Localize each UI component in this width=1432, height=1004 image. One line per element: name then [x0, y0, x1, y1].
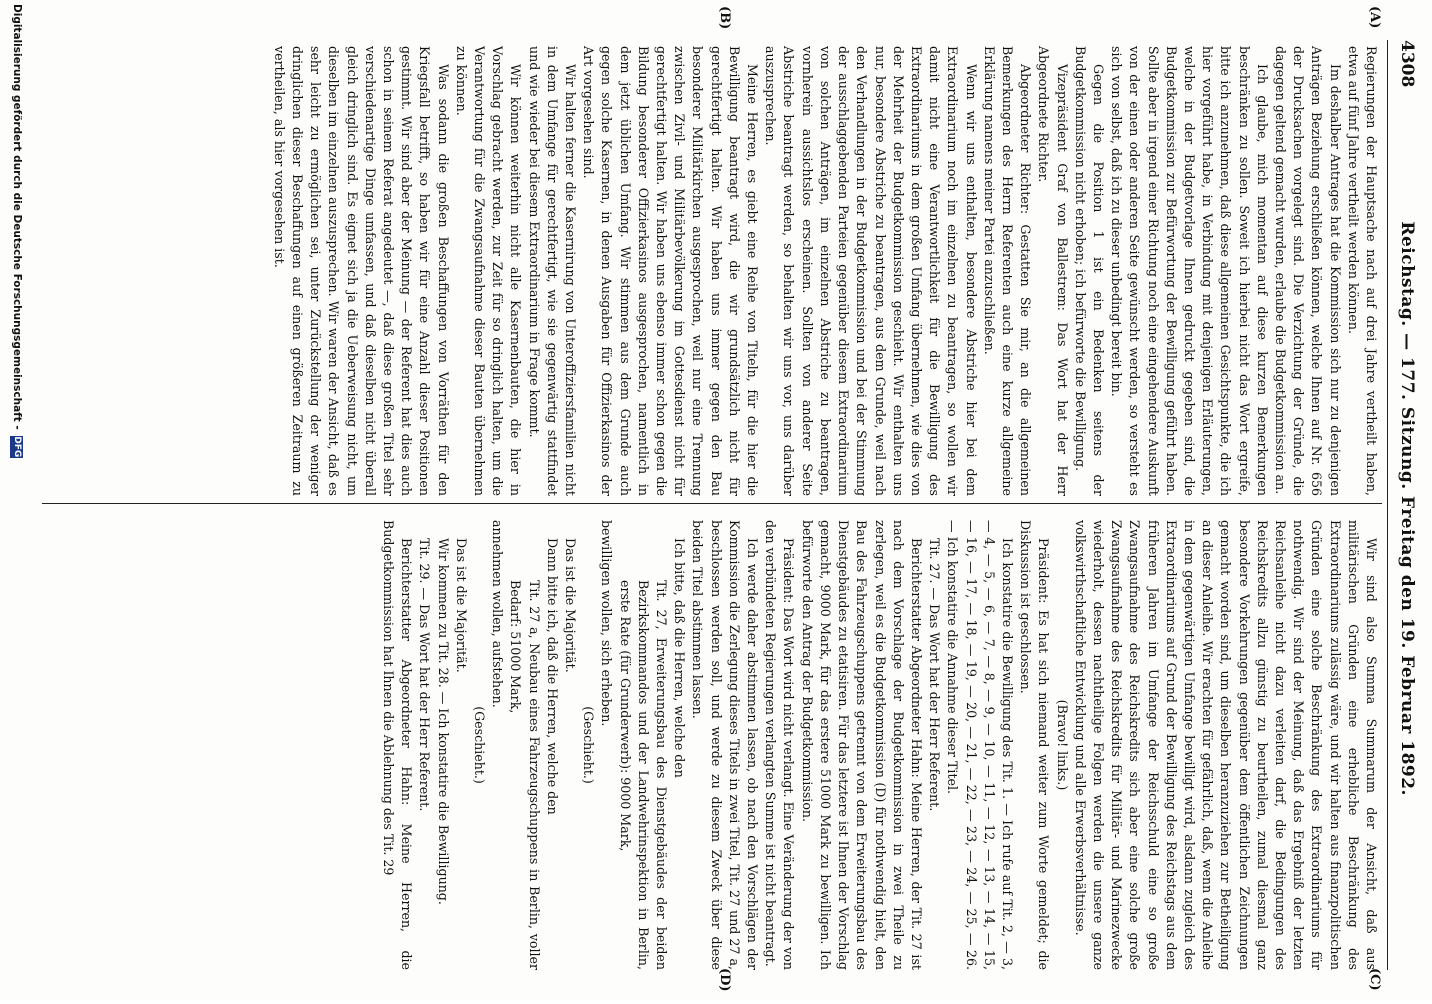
- paragraph: Vizepräsident Graf von Ballestrem: Das Wort hat der Herr Abgeordnete Richter.: [1036, 46, 1070, 496]
- paragraph: bewilligen wollen, sich erheben.: [599, 520, 615, 727]
- paragraph: Das ist die Majorität.: [453, 538, 469, 673]
- paragraph: Wenn wir uns enthalten, besondere Abstriche hier bei dem Extraordinarium noch im einzelnen zu beantragen, so wollen wir damit nicht eine Verantwortlichkeit für die Bewilligung des Extraordinariums in dem großen Umfang übernehmen, wie dies von der Mehrheit der Budgetkommission geschieht. Wir enthalten uns nur, besondere Abstriche zu beantragen, aus dem Grunde, weil nach den Verhandlungen in der Budgetkommission und bei der Stimmung der ausschlaggebenden Parteien gegenüber diesem Extraordinarium von solchen Anträgen, im einzelnen Abstriche zu beantragen, vornherein aussichtslos erscheinen. Sollten von anderer Seite Abstriche beantragt werden, so behalten wir uns vor, uns darüber auszusprechen.: [763, 46, 979, 496]
- footer-text: Digitalisierung gefördert durch die Deutsche Forschungsgemeinschaft -: [11, 4, 23, 430]
- interjection: (Geschieht.): [581, 706, 597, 784]
- paragraph: Berichterstatter Abgeordneter Hahn: Meine Herren, die Budgetkommission hat Ihnen die Ablehnung des Tit. 29: [381, 520, 415, 970]
- paragraph: Meine Herren, es giebt eine Reihe von Titeln, für die hier die Bewilligung beantragt wird, die wir grundsätzlich nicht für gerechtfertigt halten. Wir haben uns immer gegen den Bau besonderer Militärkirchen ausgesprochen, weil nur eine Trennung zwischen Zivil- und Militärbevölkerung im Gottesdienst nicht für gerechtfertigt halten. Wir haben uns ebenso immer schon gegen die Bildung besonderer Offizierkasinos ausgesprochen, namentlich in dem jetzt üblichen Umfang. Wir stimmen aus dem Grunde auch gegen solche Kasernen, in denen Ausgaben für Offizierkasinos der Art vorgesehen sind.: [581, 46, 761, 496]
- interjection: (Bravo! links.): [1054, 699, 1070, 791]
- paragraph: Tit. 29. — Das Wort hat der Herr Referent.: [417, 538, 433, 812]
- column-separator: [42, 503, 1382, 504]
- paragraph: Dann bitte ich, daß die Herren, welche den: [544, 538, 560, 815]
- paragraph: Wir halten ferner die Kasernirung von Unteroffiziersfamilien nicht in dem Umfange für gerechtfertigt, wie sie gegenwärtig stattfindet und wie wieder bei diesem Extraordinarium in Frage kommt.: [526, 46, 579, 496]
- right-column: [379, 520, 1380, 970]
- dfg-logo: DFG: [12, 436, 23, 458]
- paragraph: Tit. 27. — Das Wort hat der Herr Referent.: [927, 538, 943, 812]
- paragraph: Präsident: Das Wort wird nicht verlangt. Eine Veränderung der von den verbündeten Regierungen verlangten Summe ist nicht beantragt.: [763, 520, 797, 970]
- margin-mark-a: (A): [1367, 6, 1382, 29]
- paragraph: Im deshalber Antrages hat die Kommission sich nur zu denjenigen Anträgen Beziehung erschließen können, welche Ihnen auf Nr. 656 der Drucksachen vorgelegt sind. Die Verzichtung der Gründe, die dagegen geltend gemacht wurden, erlaube die Budgetkommission an.: [1272, 46, 1343, 496]
- paragraph: Ich bitte, daß die Herren, welche den: [672, 538, 688, 778]
- page-title: Reichstag. — 177. Sitzung. Freitag den 19. Februar 1892.: [1397, 221, 1417, 796]
- paragraph: Wir können weiterhin nicht alle Kasernenbauten, die hier in Vorschlag gebracht werden, zur Zeit für so dringlich halten, um die Verantwortung für die Zwangsaufnahme dieser Bauten übernehmen zu können.: [453, 46, 524, 496]
- paragraph: Was sodann die großen Beschaffungen von Vorräthen für den Kriegsfall betrifft, so haben wir für eine Anzahl dieser Positionen gestimmt. Wir sind aber der Meinung — der Referent hat dies auch schon in seinem Referat angedeutet —, daß diese großen Titel sehr verschiedenartige Dinge umfassen, und daß dieselben nicht überall gleich dringlich sind. Es eignet sich ja die Ueberweisung nicht, um dieselben im einzelnen auszusprechen. Wir waren der Ansicht, daß es sehr leicht zu ermöglichen sei, unter Zurückstellung der weniger dringlichen dieser Beschaffungen auf einen größeren Zeitraum zu vertheilen, als hier vorgesehen ist.: [271, 46, 451, 496]
- interjection: (Geschieht.): [472, 706, 488, 784]
- header-rule: [1387, 40, 1388, 970]
- paragraph: Abgeordneter Richter: Gestatten Sie mir, an die allgemeinen Bemerkungen des Herrn Referenten auch eine kurze allgemeine Erklärung namens meiner Partei anzuschließen.: [981, 46, 1034, 496]
- paragraph: Ich glaube, mich momentan auf diese kurzen Bemerkungen beschränken zu sollen. Soweit ich hierbei nicht das Wort ergreife, bitte ich anzunehmen, daß diese allgemeinen Gesichtspunkte, die ich hier vorgeführt habe, in Verbindung mit denjenigen Erläuterungen, welche in der Budgetvorlage Ihnen gedruckt gegeben sind, die Budgetkommission zur Befürwortung der Bewilligung geführt haben. Sollte aber in irgend einer Richtung noch eine eingehendere Auskunft von der einen oder anderen Seite gewünscht werden, so versteht es sich von selbst, daß ich zu dieser unbedingt bereit bin.: [1109, 46, 1270, 496]
- paragraph: Wir kommen zu Tit. 28. — Ich konstatire die Bewilligung.: [435, 538, 451, 905]
- paragraph: Wir sind also Summa Summarum der Ansicht, daß aus militärischen Gründen eine erhebliche Beschränkung des Extraordinariums zulässig wäre, und wir halten aus finanzpolitischen Gründen eine solche Beschränkung des Extraordinariums für nothwendig. Wir sind der Meinung, daß das Ergebniß der letzten Reichsanleihe nicht dazu verleiten darf, die Bedingungen des Reichskredits allzu günstig zu beurtheilen, zumal diesmal ganz besondere Vorkehrungen gegenüber dem öffentlichen Zeichnungen gemacht worden sind, um dieselben heranzuziehen zur Betheiligung an dieser Anleihe. Wir erachten für gefährlich, daß, wenn die Anleihe in dem gegenwärtigen Umfange bewilligt wird, alsdann zugleich des Extraordinariums auf Grund der Bewilligung des Reichstags aus dem früheren Jahren im Umfange der Reichsschuld eine so große Zwangsaufnahme des Reichskredits sich aber eine solche große Zwangsaufnahme des Reichskredits für Militär- und Marinezwecke wiederholt, dessen nachtheilige Folgen werden die unsere ganze volkswirthschaftliche Entwicklung und alle Erwerbsverhältnisse.: [1072, 520, 1379, 970]
- digitization-footer: [7, 0, 27, 1004]
- margin-mark-b: (B): [717, 6, 732, 30]
- paragraph: Ich werde daher abstimmen lassen, ob nach den Vorschlägen der Kommission die Zerlegung dieses Titels in zwei Titel, Tit. 27 und 27 a, beschlossen werden soll, und werde zu diesem Zweck über diese beiden Titel abstimmen lassen.: [690, 520, 761, 970]
- margin-mark-c: (C): [1367, 968, 1382, 991]
- paragraph: Regierungen der Hauptsache nach auf drei Jahre vertheilt haben, etwa auf fünf Jahre vertheilt werden können.: [1345, 46, 1379, 496]
- paragraph: Ich konstatire die Bewilligung des Tit. 1. — Ich rufe auf Tit. 2, — 3, — 4, — 5, — 6, — 7, — 8, — 9, — 10, — 11, — 12, — 13, — 14, — 15, — 16, — 17, — 18, — 19, — 20, — 21, — 22, — 23, — 24, — 25, — 26. — Ich konstatire die Annahme dieser Titel.: [945, 520, 1015, 970]
- page-number: 4308: [1397, 40, 1417, 88]
- paragraph: Das ist die Majorität.: [563, 538, 579, 673]
- page-header: [1390, 40, 1424, 970]
- margin-mark-d: (D): [717, 968, 732, 992]
- paragraph: Präsident: Es hat sich niemand weiter zum Worte gemeldet; die Diskussion ist geschlossen.: [1018, 520, 1052, 970]
- paragraph: Berichterstatter Abgeordneter Hahn: Meine Herren, der Tit. 27 ist nach dem Vorschlage der Budgetkommission in zwei Theile zu zerlegen, weil es die Budgetkommission (D) für nothwendig hielt, den Bau des Fahrzeugschuppens getrennt von dem Erweiterungsbau des Dienstgebäudes zu etatisiren. Für das letztere ist Ihnen der Vorschlag gemacht, 9000 Mark, für das erstere 51000 Mark zu bewilligen. Ich befürworte den Antrag der Budgetkommission.: [799, 520, 924, 970]
- quoted-title: Tit. 27 a, Neubau eines Fahrzeugschuppens in Berlin, voller Bedarf: 51000 Mark,: [508, 580, 542, 970]
- quoted-title: Tit. 27, Erweiterungsbau des Dienstgebäudes der beiden Bezirkskommandos und der Landwehrinspektion in Berlin, erste Rate (für Grunderwerb): 9000 Mark,: [617, 580, 670, 970]
- paragraph: annehmen wollen, aufstehen.: [490, 520, 506, 708]
- paragraph: Gegen die Position 1 ist ein Bedenken seitens der Budgetkommission nicht erhoben; ich befürworte die Bewilligung.: [1072, 46, 1106, 496]
- left-column: [270, 46, 1380, 496]
